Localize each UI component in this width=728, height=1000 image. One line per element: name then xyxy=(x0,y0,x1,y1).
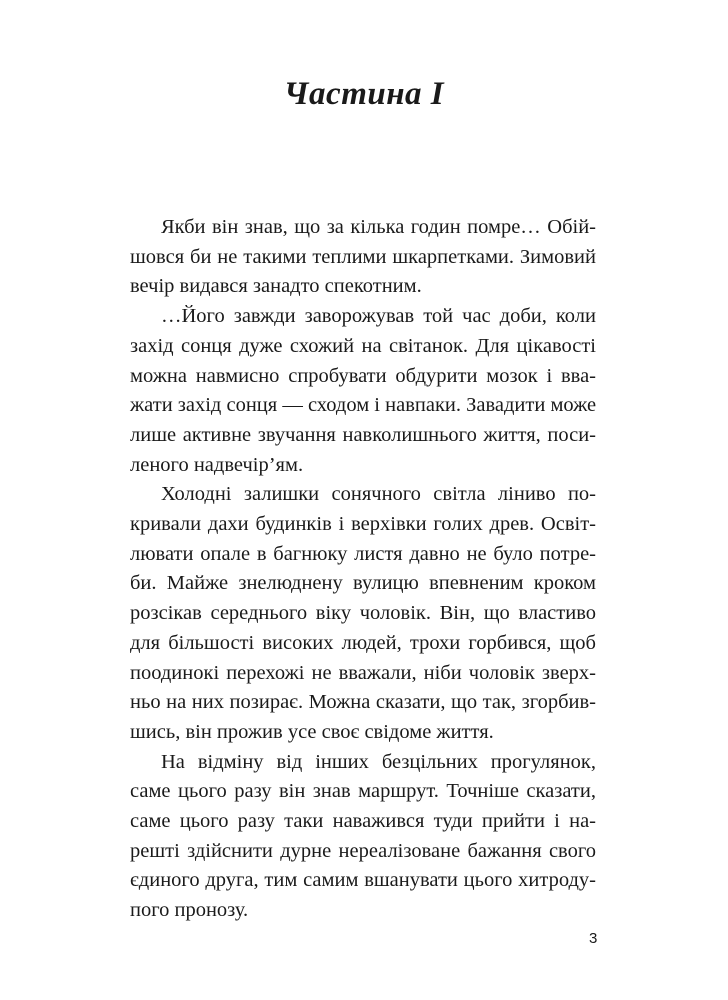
text-line: можна навмисно спробувати обдурити мозок і вва- xyxy=(130,364,596,387)
text-line: На відміну від інших безцільних прогулянок, xyxy=(161,750,596,773)
text-line: поодинокі перехожі не вважали, ніби чоловік зверх- xyxy=(130,661,596,684)
paragraph xyxy=(130,748,596,926)
text-line: лювати опале в багнюку листя давно не було потре- xyxy=(130,542,596,565)
text-line: би. Майже знелюднену вулицю впевненим кроком xyxy=(130,572,596,595)
text-line: леного надвечір’ям. xyxy=(130,453,304,476)
text-line: лише активне звучання навколишнього життя, поси- xyxy=(130,423,596,446)
chapter-title: Частина I xyxy=(283,76,445,112)
text-line: жати захід сонця — сходом і навпаки. Завадити може xyxy=(130,394,597,417)
text-line: єдиного друга, тим самим вшанувати цього хитроду- xyxy=(130,869,596,892)
text-line: Якби він знав, що за кілька годин помре… Обій- xyxy=(161,216,596,238)
text-line: розсікав середнього віку чоловік. Він, що властиво xyxy=(130,602,596,625)
text-line: Холодні залишки сонячного світла ліниво по- xyxy=(161,483,596,506)
text-line: саме цього разу таки наважився туди прийти і на- xyxy=(130,810,596,833)
text-line: пого пронозу. xyxy=(130,899,249,922)
text-line: ньо на них позирає. Можна сказати, що так, згорбив- xyxy=(130,691,596,714)
text-line: для більшості високих людей, трохи горбився, щоб xyxy=(130,631,596,654)
chapter-body xyxy=(130,213,596,926)
paragraph xyxy=(130,213,596,302)
text-line: кривали дахи будинків і верхівки голих древ. Освіт- xyxy=(130,513,596,536)
text-line: …Його завжди заворожував той час доби, коли xyxy=(161,305,596,328)
text-line: вечір видався занадто спекотним. xyxy=(130,275,422,298)
text-line: саме цього разу він знав маршрут. Точніше сказати, xyxy=(130,780,596,803)
text-line: шись, він прожив усе своє свідоме життя. xyxy=(130,720,494,743)
text-line: решті здійснити дурне нереалізоване бажання свого xyxy=(130,839,596,862)
paragraph xyxy=(130,302,596,480)
paragraph xyxy=(130,480,596,747)
page-number: 3 xyxy=(589,930,598,947)
text-line: захід сонця дуже схожий на світанок. Для цікавості xyxy=(130,334,596,357)
text-line: шовся би не такими теплими шкарпетками. Зимовий xyxy=(130,245,596,268)
